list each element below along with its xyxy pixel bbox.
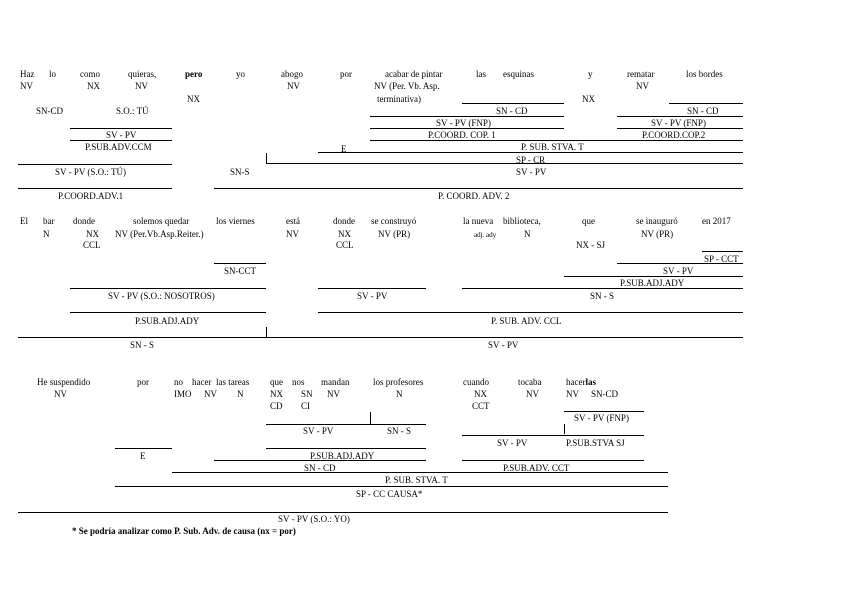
category-label: NV (566, 389, 579, 399)
function-label: S.O.: TÚ (116, 106, 149, 116)
word: nos (292, 377, 305, 387)
word: está (286, 216, 300, 226)
word: por (340, 69, 352, 79)
function-label: P.SUB.ADJ.ADY (310, 451, 375, 461)
function-label: SN - S (387, 426, 412, 436)
function-label: SV - PV (516, 167, 547, 177)
category-label: CD (270, 401, 283, 411)
function-label: SV - PV (FNP) (436, 118, 491, 128)
function-label: SN-S (230, 167, 250, 177)
word: abogo (281, 69, 303, 79)
function-label: SN - CD (304, 463, 336, 473)
word: quieras, (128, 69, 157, 79)
category-label: NV (204, 389, 217, 399)
function-label: P.COORD.COP.2 (642, 130, 706, 140)
category-label: NV (135, 81, 148, 91)
word: y (588, 69, 593, 79)
category-label: IMO (174, 389, 192, 399)
category-label: SN-CD (591, 389, 619, 399)
category-label: N (43, 229, 50, 239)
word: se inauguró (636, 216, 678, 226)
word: se construyó (371, 216, 417, 226)
function-label: P.SUB.ADJ.ADY (135, 316, 200, 326)
function-label: P.SUB.ADV.CCM (85, 142, 152, 152)
function-label: P.COORD.ADV.1 (58, 191, 124, 201)
category-label: CCL (336, 240, 354, 250)
function-label: SV - PV (S.O.: NOSOTROS) (108, 291, 215, 301)
category-label: NV (20, 81, 33, 91)
word: por (137, 377, 149, 387)
function-label: P.COORD. COP. 1 (428, 130, 496, 140)
function-label: P. SUB. STVA. T (521, 142, 584, 152)
word: acabar de pintar (385, 69, 443, 79)
category-label: terminativa) (377, 94, 421, 104)
category-label: NX (86, 229, 99, 239)
word: los viernes (216, 216, 255, 226)
word: El (20, 216, 28, 226)
word: cuando (463, 377, 489, 387)
word: rematar (627, 69, 655, 79)
word: los profesores (373, 377, 424, 387)
word: no (174, 377, 183, 387)
function-label: SV - PV (497, 438, 528, 448)
category-label: adj. ady (474, 231, 497, 239)
function-label: SV - PV (357, 291, 388, 301)
word: tocaba (518, 377, 542, 387)
category-label: NV (636, 81, 649, 91)
word: las (476, 69, 486, 79)
category-label: NV (54, 389, 67, 399)
function-label: SV - PV (S.O.: TÚ) (55, 167, 127, 177)
word: hacerlas (566, 377, 596, 387)
category-label: NV (287, 81, 300, 91)
category-label: SN (301, 389, 313, 399)
word: bar (43, 216, 55, 226)
word: solemos quedar (133, 216, 190, 226)
function-label: SV - PV (S.O.: YO) (278, 514, 350, 524)
category-label: NX (187, 94, 200, 104)
function-label: SV - PV (303, 426, 334, 436)
category-label: NV (PR) (378, 229, 411, 239)
word: lo (49, 69, 57, 79)
word: los bordes (686, 69, 723, 79)
word: que (270, 377, 283, 387)
category-label: N (237, 389, 244, 399)
word: biblioteca, (503, 216, 541, 226)
function-label: SP - CCT (704, 254, 739, 264)
function-label: SV - PV (FNP) (574, 413, 629, 423)
word: como (80, 69, 100, 79)
category-label: NX (474, 389, 487, 399)
category-label: NX (582, 94, 595, 104)
word: la nueva (463, 216, 494, 226)
word: donde (73, 216, 95, 226)
word: esquinas (503, 69, 534, 79)
word: yo (236, 69, 245, 79)
category-label: NV (PR) (641, 229, 674, 239)
category-label: NX (270, 389, 283, 399)
word: mandan (321, 377, 350, 387)
function-label: SN - S (590, 291, 615, 301)
function-label: SN-CD (36, 106, 64, 116)
function-label: P. SUB. ADV. CCL (491, 316, 562, 326)
category-label: NV (526, 389, 539, 399)
category-label: CCT (472, 401, 490, 411)
function-label: SN-CCT (224, 266, 257, 276)
category-label: NV (327, 389, 340, 399)
function-label: P. COORD. ADV. 2 (438, 191, 510, 201)
category-label: NX - SJ (576, 240, 606, 250)
category-label: NV (Per.Vb.Asp.Reiter.) (115, 229, 204, 239)
category-label: CCL (83, 240, 101, 250)
function-label: SP - CC CAUSA* (356, 489, 423, 499)
category-label: NX (338, 229, 351, 239)
word: donde (333, 216, 355, 226)
footnote: * Se podría analizar como P. Sub. Adv. de causa (nx = por) (72, 526, 296, 536)
category-label: NV (Per. Vb. Asp. (374, 81, 440, 91)
function-label: P.SUB.STVA SJ (566, 438, 625, 448)
word: que (582, 216, 595, 226)
function-label: P.SUB.ADV. CCT (503, 463, 570, 473)
function-label: P.SUB.ADJ.ADY (620, 278, 685, 288)
word: las tareas (216, 377, 250, 387)
category-label: N (524, 229, 531, 239)
function-label: SN - CD (687, 106, 719, 116)
function-label: P. SUB. STVA. T (385, 475, 448, 485)
function-label: SP - CR (516, 155, 546, 165)
word: pero (185, 69, 203, 79)
function-label: E (140, 451, 146, 461)
function-label: SV - PV (488, 340, 519, 350)
function-label: SN - S (130, 340, 155, 350)
word: He suspendido (37, 377, 91, 387)
category-label: N (396, 389, 403, 399)
function-label: SV - PV (663, 266, 694, 276)
category-label: NX (87, 81, 100, 91)
category-label: CI (301, 401, 310, 411)
function-label: E (341, 144, 347, 154)
word: en 2017 (702, 216, 731, 226)
function-label: SV - PV (FNP) (651, 118, 706, 128)
word: hacer (192, 377, 212, 387)
category-label: NV (286, 229, 299, 239)
function-label: SN - CD (496, 106, 528, 116)
word: Haz (20, 69, 35, 79)
function-label: SV - PV (106, 130, 137, 140)
